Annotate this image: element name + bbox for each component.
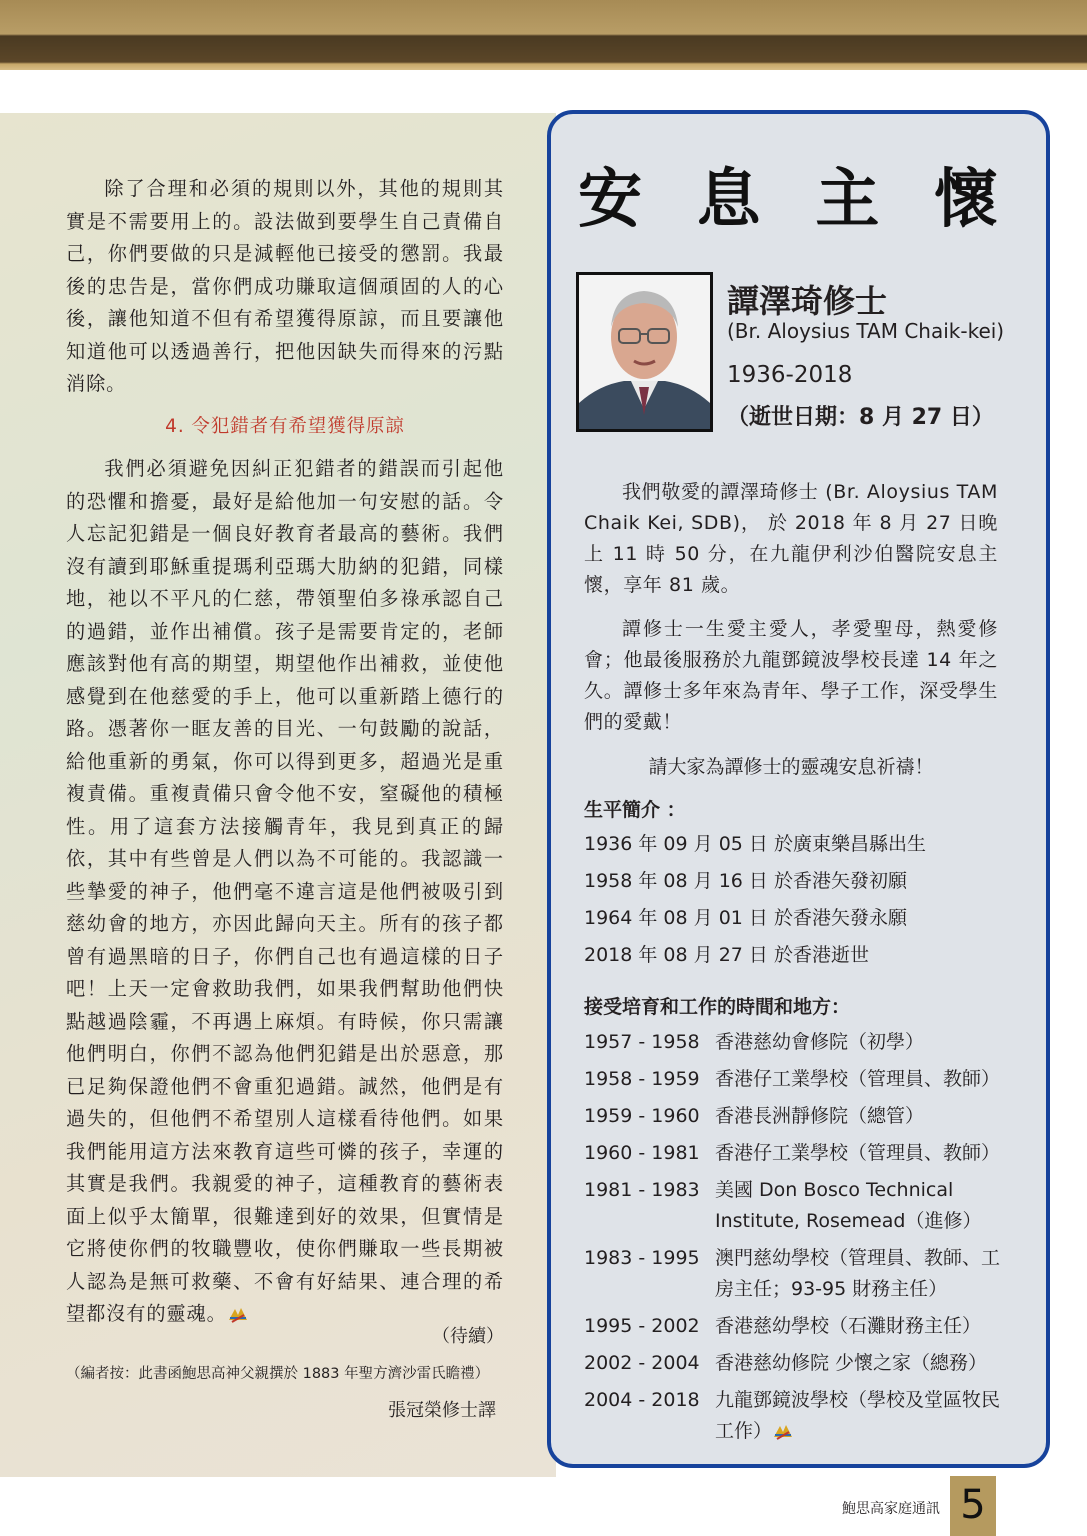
work-item: 1957 - 1958 香港慈幼會修院（初學） [584, 1031, 925, 1053]
heading-char-1: 安 [578, 163, 642, 237]
life-summary-title: 生平簡介 ： [584, 799, 686, 821]
translator-credit: 張冠榮修士譯 [388, 1400, 496, 1421]
publication-name: 鮑思高家庭通訊 [842, 1501, 940, 1517]
life-summary-list [584, 829, 926, 977]
obituary-heading [578, 148, 998, 240]
work-item: 1959 - 1960 香港長洲靜修院（總管） [584, 1105, 925, 1127]
prayer-line: 請大家為譚修士的靈魂安息祈禱！ [648, 756, 934, 778]
work-item: 1958 - 1959 香港仔工業學校（管理員、教師） [584, 1068, 1001, 1090]
life-item: 2018 年 08 月 27 日 於香港逝世 [584, 944, 869, 966]
top-decorative-band [0, 0, 1087, 70]
life-item: 1936 年 09 月 05 日 於廣東樂昌縣出生 [584, 833, 926, 855]
section-title: 4. 令犯錯者有希望獲得原諒 [165, 415, 405, 437]
work-item: 1995 - 2002 香港慈幼學校（石灘財務主任） [584, 1315, 982, 1337]
work-item: 1983 - 1995 澳門慈幼學校（管理員、教師、工房主任；93-95 財務主任） [584, 1247, 1001, 1300]
work-item: 2002 - 2004 香港慈幼修院 少懷之家（總務） [584, 1352, 988, 1374]
deceased-name: 譚澤琦修士 [727, 282, 888, 320]
life-years: 1936-2018 [727, 362, 853, 388]
life-item: 1958 年 08 月 16 日 於香港矢發初願 [584, 870, 907, 892]
death-date: （逝世日期：8 月 27 日） [727, 405, 994, 430]
work-item: 1981 - 1983 美國 Don Bosco Technical Institute, Rosemead（進修） [584, 1179, 982, 1232]
work-history-title: 接受培育和工作的時間和地方： [584, 996, 851, 1018]
page-number: 5 [950, 1476, 996, 1536]
heading-char-2: 息 [696, 163, 761, 237]
to-be-continued: （待續） [432, 1326, 504, 1347]
salesian-logo-icon [227, 1306, 249, 1324]
article-body [66, 173, 504, 1331]
obituary-paragraph-1: 我們敬愛的譚澤琦修士 (Br. Aloysius TAM Chaik Kei, SDB)， 於 2018 年 8 月 27 日晚上 11 時 50 分，在九龍伊利沙伯醫院安息主懷，享年 81 歲。 [584, 481, 998, 596]
salesian-logo-icon [772, 1423, 794, 1441]
heading-char-3: 主 [815, 163, 880, 237]
portrait-photo [576, 272, 713, 432]
article-paragraph-1: 除了合理和必須的規則以外，其他的規則其實是不需要用上的。設法做到要學生自己責備自己，你們要做的只是減輕他已接受的懲罰。我最後的忠告是，當你們成功賺取這個頑固的人的心後，讓他知道不但有希望獲得原諒，而且要讓他知道他可以透過善行，把他因缺失而得來的污點消除。 [66, 177, 504, 395]
work-item: 2004 - 2018 九龍鄧鏡波學校（學校及堂區牧民工作） [584, 1389, 1001, 1442]
work-history-list [584, 1027, 1015, 1447]
editor-note: （編者按：此書函鮑思高神父親撰於 1883 年聖方濟沙雷氏瞻禮） [66, 1366, 490, 1382]
work-item: 1960 - 1981 香港仔工業學校（管理員、教師） [584, 1142, 1001, 1164]
heading-char-4: 懷 [933, 163, 998, 237]
life-item: 1964 年 08 月 01 日 於香港矢發永願 [584, 907, 907, 929]
article-paragraph-2: 我們必須避免因糾正犯錯者的錯誤而引起他的恐懼和擔憂，最好是給他加一句安慰的話。令人忘記犯錯是一個良好教育者最高的藝術。我們沒有讀到耶穌重提瑪利亞瑪大肋納的犯錯，同樣地，祂以不平凡的仁慈，帶領聖伯多祿承認自己的過錯，並作出補償。孩子是需要肯定的，老師應該對他有高的期望，期望他作出補救，並使他感覺到在他慈愛的手上，他可以重新踏上德行的路。憑著你一眶友善的目光、一句鼓勵的說話，給他重新的勇氣，你可以得到更多，超過光是重複責備。重複責備只會令他不安，窒礙他的積極性。用了這套方法接觸青年，我見到真正的歸依，其中有些曾是人們以為不可能的。我認識一些摯愛的神子，他們毫不違言這是他們被吸引到慈幼會的地方，亦因此歸向天主。所有的孩子都曾有過黑暗的日子，你們自己也有過這樣的日子吧！上天一定會救助我們，如果我們幫助他們快點越過陰霾，不再遇上麻煩。有時候，你只需讓他們明白，你們不認為他們犯錯是出於惡意，那已足夠保證他們不會重犯過錯。誠然，他們是有過失的，但他們不希望別人這樣看待他們。如果我們能用這方法來教育這些可憐的孩子，幸運的其實是我們。我親愛的神子，這種教育的藝術表面上似乎太簡單，很難達到好的效果，但實情是它將使你們的牧職豐收，使你們賺取一些長期被人認為是無可救藥、不會有好結果、連合理的希望都沒有的靈魂。 [66, 457, 504, 1325]
obituary-paragraph-2: 譚修士一生愛主愛人，孝愛聖母，熱愛修會；他最後服務於九龍鄧鏡波學校長達 14 年之久。譚修士多年來為青年、學子工作，深受學生們的愛戴！ [584, 618, 998, 733]
deceased-english-name: (Br. Aloysius TAM Chaik-kei) [727, 319, 1005, 343]
